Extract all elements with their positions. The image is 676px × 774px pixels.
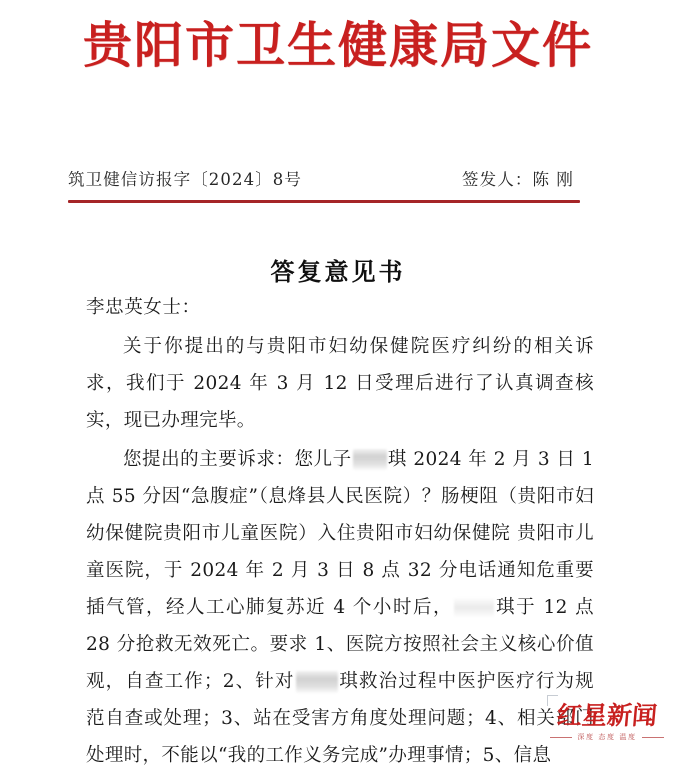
document-number-row — [68, 166, 580, 190]
document-number: 筑卫健信访报字〔2024〕8号 — [68, 170, 302, 189]
redacted-name-block-1 — [353, 449, 387, 470]
body-paragraph-1: 关于你提出的与贵阳市妇幼保健院医疗纠纷的相关诉求，我们于 2024 年 3 月 12 日受理后进行了认真调查核实，现已办理完毕。 — [86, 335, 594, 431]
redacted-name-block-2 — [454, 598, 494, 617]
body-paragraph-2 — [86, 441, 594, 774]
paragraph-2-segment-2: 琪 2024 年 2 月 3 日 1 点 55 分因“急腹症”（息烽县人民医院）？肠梗阻（贵阳市妇幼保健院贵阳市儿童医院）入住贵阳市妇幼保健院 贵阳市儿童医院，于 2024 年 2 月 3 日 8 点 32 分电话通知危重要插气管，经人工心肺复苏近 4 个小时后， — [86, 448, 594, 618]
document-title: 答复意见书 — [270, 257, 406, 286]
paragraph-2-segment-1: 您提出的主要诉求：您儿子 — [123, 448, 352, 470]
masthead-title: 贵阳市卫生健康局文件 — [82, 16, 593, 74]
document-masthead — [0, 18, 676, 73]
issuer-name: 签发人：陈 刚 — [462, 170, 574, 189]
red-divider-rule — [68, 200, 580, 203]
redacted-name-block-3 — [296, 671, 338, 693]
paragraph-2-segment-4: 琪救治过程中医护医疗行为规范自查或处理；3、站在受害方角度处理问题；4、相关部门处理时，不能以“我的工作义务完成”办理事情；5、信息 — [86, 670, 594, 766]
tagline-dash-left — [550, 737, 572, 738]
watermark-brand: 红星新闻 — [555, 700, 659, 730]
tagline-dash-right — [642, 737, 664, 738]
salutation: 李忠英女士： — [86, 297, 201, 318]
watermark-logo — [544, 700, 670, 742]
watermark-tagline-row — [544, 732, 670, 742]
watermark-tagline: 深度 态度 温度 — [577, 733, 637, 741]
document-body — [86, 294, 594, 774]
paragraph-2-segment-3: 琪于 12 点 28 分抢救无效死亡。要求 1、医院方按照社会主义核心价值观，自查工作；2、针对 — [86, 596, 594, 692]
